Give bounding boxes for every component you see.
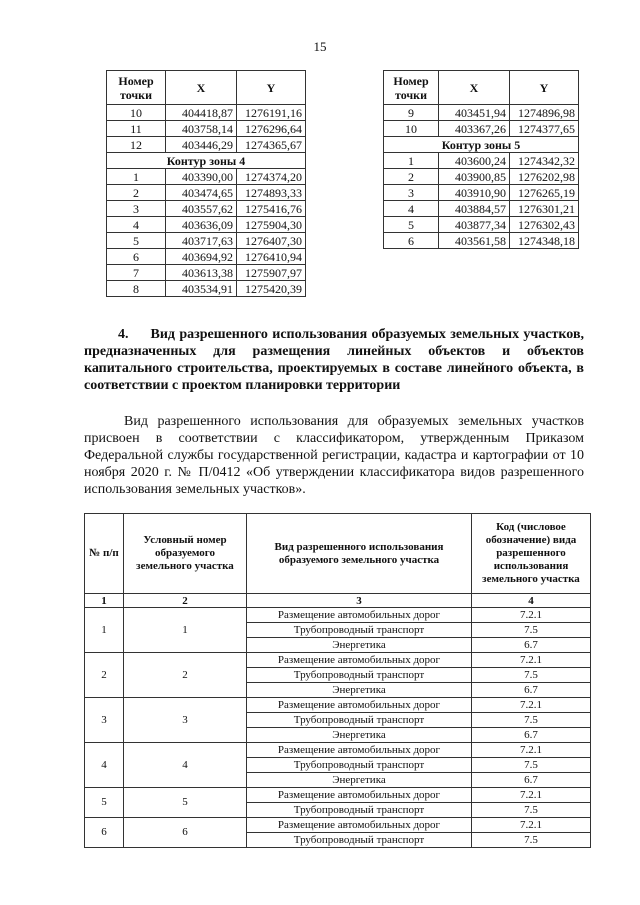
coord-row bbox=[384, 153, 579, 169]
point-number: 10 bbox=[384, 121, 439, 137]
point-number: 3 bbox=[384, 185, 439, 201]
table-row bbox=[85, 788, 591, 803]
y-value: 1275907,97 bbox=[237, 265, 306, 281]
use-code: 7.2.1 bbox=[472, 653, 591, 668]
coord-row bbox=[107, 233, 306, 249]
x-value: 403694,92 bbox=[166, 249, 237, 265]
table-row bbox=[85, 653, 591, 668]
use-code: 7.2.1 bbox=[472, 788, 591, 803]
coord-row bbox=[107, 217, 306, 233]
y-value: 1276191,16 bbox=[237, 105, 306, 121]
y-value: 1276407,30 bbox=[237, 233, 306, 249]
section-label: Контур зоны 5 bbox=[384, 137, 579, 153]
use-code: 7.2.1 bbox=[472, 818, 591, 833]
use-type: Размещение автомобильных дорог bbox=[247, 698, 472, 713]
plot-number: 2 bbox=[124, 653, 247, 698]
table-row bbox=[85, 818, 591, 833]
col-header-y: Y bbox=[237, 71, 306, 105]
use-code: 7.5 bbox=[472, 713, 591, 728]
coordinates-table-right bbox=[383, 70, 579, 249]
x-value: 403534,91 bbox=[166, 281, 237, 297]
use-code: 7.5 bbox=[472, 758, 591, 773]
point-number: 2 bbox=[384, 169, 439, 185]
use-code: 6.7 bbox=[472, 638, 591, 653]
use-type: Трубопроводный транспорт bbox=[247, 623, 472, 638]
coord-row bbox=[384, 233, 579, 249]
y-value: 1274348,18 bbox=[510, 233, 579, 249]
header-code: Код (числовое обозначение) вида разрешенного использования земельного участка bbox=[472, 514, 591, 594]
header-num: № п/п bbox=[85, 514, 124, 594]
coord-row bbox=[107, 137, 306, 153]
x-value: 403636,09 bbox=[166, 217, 237, 233]
col-header-y: Y bbox=[510, 71, 579, 105]
y-value: 1276302,43 bbox=[510, 217, 579, 233]
use-code: 7.2.1 bbox=[472, 698, 591, 713]
use-type: Трубопроводный транспорт bbox=[247, 668, 472, 683]
x-value: 403900,85 bbox=[439, 169, 510, 185]
coord-row bbox=[107, 265, 306, 281]
row-number: 2 bbox=[85, 653, 124, 698]
use-type: Размещение автомобильных дорог bbox=[247, 743, 472, 758]
section-title: Вид разрешенного использования образуемых земельных участков, предназначенных для размещения линейных объектов и объектов капитального строительства, проектируемых в составе линейного объекта, в соответствии с проектом планировки территории bbox=[84, 327, 584, 393]
coord-row bbox=[107, 185, 306, 201]
coord-row bbox=[384, 121, 579, 137]
x-value: 403910,90 bbox=[439, 185, 510, 201]
row-number: 6 bbox=[85, 818, 124, 848]
point-number: 4 bbox=[107, 217, 166, 233]
point-number: 1 bbox=[384, 153, 439, 169]
x-value: 403367,26 bbox=[439, 121, 510, 137]
paragraph-text: Вид разрешенного использования для образуемых земельных участков присвоен в соответствии с классификатором, утвержденным Приказом Федеральной службы государственной регистрации, кадастра и картографии от 10 ноября 2020 г. № П/0412 «Об утверждении классификатора видов разрешенного использования земельных участков». bbox=[84, 414, 584, 497]
coord-row bbox=[107, 169, 306, 185]
point-number: 11 bbox=[107, 121, 166, 137]
use-type: Энергетика bbox=[247, 638, 472, 653]
land-use-table bbox=[84, 513, 591, 848]
col-number: 2 bbox=[124, 594, 247, 608]
row-number: 1 bbox=[85, 608, 124, 653]
x-value: 404418,87 bbox=[166, 105, 237, 121]
x-value: 403390,00 bbox=[166, 169, 237, 185]
coord-row bbox=[384, 105, 579, 121]
point-number: 3 bbox=[107, 201, 166, 217]
use-type: Размещение автомобильных дорог bbox=[247, 653, 472, 668]
y-value: 1274893,33 bbox=[237, 185, 306, 201]
x-value: 403451,94 bbox=[439, 105, 510, 121]
coord-row bbox=[107, 105, 306, 121]
use-code: 7.5 bbox=[472, 623, 591, 638]
y-value: 1274342,32 bbox=[510, 153, 579, 169]
y-value: 1274377,65 bbox=[510, 121, 579, 137]
point-number: 5 bbox=[107, 233, 166, 249]
y-value: 1276410,94 bbox=[237, 249, 306, 265]
header-plot: Условный номер образуемого земельного участка bbox=[124, 514, 247, 594]
plot-number: 6 bbox=[124, 818, 247, 848]
point-number: 1 bbox=[107, 169, 166, 185]
coord-row bbox=[107, 249, 306, 265]
use-code: 7.2.1 bbox=[472, 608, 591, 623]
point-number: 6 bbox=[107, 249, 166, 265]
x-value: 403561,58 bbox=[439, 233, 510, 249]
page-number: 15 bbox=[313, 39, 327, 54]
point-number: 10 bbox=[107, 105, 166, 121]
coordinates-table-left bbox=[106, 70, 306, 297]
col-number: 3 bbox=[247, 594, 472, 608]
y-value: 1274896,98 bbox=[510, 105, 579, 121]
use-type: Трубопроводный транспорт bbox=[247, 833, 472, 848]
section-row bbox=[107, 153, 306, 169]
x-value: 403758,14 bbox=[166, 121, 237, 137]
point-number: 7 bbox=[107, 265, 166, 281]
section-row bbox=[384, 137, 579, 153]
coord-row bbox=[384, 201, 579, 217]
plot-number: 1 bbox=[124, 608, 247, 653]
col-header-point: Номер точки bbox=[107, 71, 166, 105]
section-number: 4. bbox=[118, 327, 129, 342]
use-code: 7.2.1 bbox=[472, 743, 591, 758]
plot-number: 3 bbox=[124, 698, 247, 743]
coord-row bbox=[384, 169, 579, 185]
point-number: 4 bbox=[384, 201, 439, 217]
coord-row bbox=[107, 201, 306, 217]
use-type: Размещение автомобильных дорог bbox=[247, 788, 472, 803]
y-value: 1275420,39 bbox=[237, 281, 306, 297]
coord-row bbox=[384, 185, 579, 201]
row-number: 5 bbox=[85, 788, 124, 818]
x-value: 403557,62 bbox=[166, 201, 237, 217]
col-header-x: X bbox=[166, 71, 237, 105]
use-type: Энергетика bbox=[247, 683, 472, 698]
col-header-point: Номер точки bbox=[384, 71, 439, 105]
use-type: Трубопроводный транспорт bbox=[247, 758, 472, 773]
x-value: 403613,38 bbox=[166, 265, 237, 281]
y-value: 1275904,30 bbox=[237, 217, 306, 233]
use-type: Размещение автомобильных дорог bbox=[247, 818, 472, 833]
section-heading bbox=[84, 326, 584, 394]
use-code: 7.5 bbox=[472, 803, 591, 818]
y-value: 1275416,76 bbox=[237, 201, 306, 217]
use-code: 6.7 bbox=[472, 728, 591, 743]
body-paragraph bbox=[84, 413, 584, 498]
plot-number: 4 bbox=[124, 743, 247, 788]
use-code: 6.7 bbox=[472, 773, 591, 788]
point-number: 5 bbox=[384, 217, 439, 233]
use-type: Трубопроводный транспорт bbox=[247, 803, 472, 818]
coord-row bbox=[107, 281, 306, 297]
y-value: 1274374,20 bbox=[237, 169, 306, 185]
col-header-x: X bbox=[439, 71, 510, 105]
use-type: Трубопроводный транспорт bbox=[247, 713, 472, 728]
col-number: 1 bbox=[85, 594, 124, 608]
point-number: 8 bbox=[107, 281, 166, 297]
table-row bbox=[85, 608, 591, 623]
x-value: 403446,29 bbox=[166, 137, 237, 153]
coord-row bbox=[384, 217, 579, 233]
use-code: 7.5 bbox=[472, 668, 591, 683]
use-code: 7.5 bbox=[472, 833, 591, 848]
x-value: 403600,24 bbox=[439, 153, 510, 169]
header-use: Вид разрешенного использования образуемого земельного участка bbox=[247, 514, 472, 594]
x-value: 403877,34 bbox=[439, 217, 510, 233]
row-number: 4 bbox=[85, 743, 124, 788]
point-number: 12 bbox=[107, 137, 166, 153]
y-value: 1276296,64 bbox=[237, 121, 306, 137]
point-number: 2 bbox=[107, 185, 166, 201]
y-value: 1276265,19 bbox=[510, 185, 579, 201]
point-number: 6 bbox=[384, 233, 439, 249]
y-value: 1276202,98 bbox=[510, 169, 579, 185]
col-number: 4 bbox=[472, 594, 591, 608]
use-type: Размещение автомобильных дорог bbox=[247, 608, 472, 623]
point-number: 9 bbox=[384, 105, 439, 121]
use-type: Энергетика bbox=[247, 728, 472, 743]
use-type: Энергетика bbox=[247, 773, 472, 788]
row-number: 3 bbox=[85, 698, 124, 743]
y-value: 1276301,21 bbox=[510, 201, 579, 217]
table-row bbox=[85, 698, 591, 713]
x-value: 403474,65 bbox=[166, 185, 237, 201]
y-value: 1274365,67 bbox=[237, 137, 306, 153]
x-value: 403717,63 bbox=[166, 233, 237, 249]
section-label: Контур зоны 4 bbox=[107, 153, 306, 169]
table-row bbox=[85, 743, 591, 758]
x-value: 403884,57 bbox=[439, 201, 510, 217]
plot-number: 5 bbox=[124, 788, 247, 818]
use-code: 6.7 bbox=[472, 683, 591, 698]
coord-row bbox=[107, 121, 306, 137]
